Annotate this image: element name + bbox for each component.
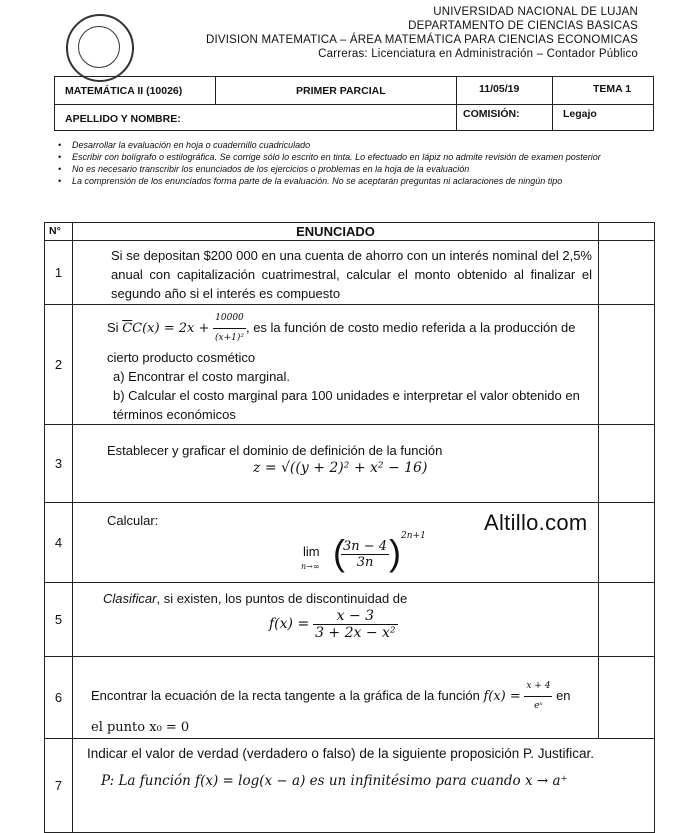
problem-2-part-a: a) Encontrar el costo marginal. — [113, 369, 291, 384]
subject-label: MATEMÁTICA II (10026) — [65, 85, 183, 97]
problem-2-part-b: b) Calcular el costo marginal para 100 unidades e interpretar el valor obtenido en términos económicos — [113, 388, 580, 422]
statement-column-header: ENUNCIADO — [296, 224, 375, 239]
problem-3-text: Establecer y graficar el dominio de definición de la función — [107, 443, 443, 458]
domain-formula: z = √((y + 2)² + x² − 16) — [253, 460, 428, 476]
university-name: UNIVERSIDAD NACIONAL DE LUJAN — [433, 6, 638, 18]
discontinuity-function: f(x) = $\frac{x - 3}{\text{3 + 2x − x²}}$ — [269, 608, 396, 641]
legajo-field-label: Legajo — [563, 108, 597, 120]
cost-function: C(x) = 2x + — [132, 320, 210, 336]
instructions-list — [56, 139, 656, 187]
problem-number: 4 — [54, 535, 63, 550]
tangent-point: el punto x₀ = 0 — [91, 720, 190, 735]
name-field-label: APELLIDO Y NOMBRE: — [65, 113, 181, 125]
limit-label: lim — [303, 544, 320, 559]
problem-6-text: Encontrar la ecuación de la recta tangente a la gráfica de la función f(x) = $\frac{x + 4}{\text{eˣ}}$ en — [73, 657, 598, 716]
exam-date: 11/05/19 — [479, 83, 520, 95]
problem-7-proposition: P: La función f(x) = log(x − a) es un infinitésimo para cuando x → a⁺ — [101, 773, 568, 789]
problem-1-text: Si se depositan $200 000 en una cuenta de ahorro con un interés nominal del 2,5% anual con capitalización cuatrimestral, calcular el monto obtenido al finalizar el segundo año si el interés es compuesto — [111, 248, 592, 301]
problem-number: 6 — [54, 690, 63, 705]
department-name: DEPARTAMENTO DE CIENCIAS BASICAS — [408, 20, 638, 32]
limit-exponent: 2n+1 — [401, 531, 426, 541]
instruction-item: • La comprensión de los enunciados forma parte de la evaluación. No se aceptarán preguntas ni aclaraciones de ningún tipo — [58, 176, 563, 186]
problem-number: 2 — [54, 357, 63, 372]
exam-header-table — [54, 76, 654, 131]
limit-expression: lim n→∞ ( $\frac{3n - 4}{3n}$ ) 2n+1 — [301, 531, 426, 573]
cost-fraction: $\frac{10000}{\text{(x+1)²}}$ — [213, 309, 246, 348]
problem-7-text: Indicar el valor de verdad (verdadero o falso) de la siguiente proposición P. Justificar. — [87, 746, 595, 761]
tangent-fraction: $\frac{x + 4}{\text{eˣ}}$ — [524, 677, 552, 716]
commission-field-label: COMISIÓN: — [463, 108, 520, 120]
problem-5-text: Clasificar, si existen, los puntos de discontinuidad de — [103, 591, 408, 606]
problem-number: 7 — [54, 778, 63, 793]
careers-line: Carreras: Licenciatura en Administración – Contador Público — [318, 48, 638, 60]
exam-version: TEMA 1 — [593, 83, 632, 95]
exam-type: PRIMER PARCIAL — [296, 85, 386, 97]
university-seal — [66, 14, 134, 82]
limit-fraction: $\frac{3n - 4}{3n}$ — [343, 539, 388, 570]
problem-number: 1 — [54, 265, 63, 280]
instruction-item: • No es necesario transcribir los enunciados de los ejercicios o problemas en la hoja de la evaluación — [58, 164, 470, 174]
problem-number: 5 — [54, 612, 63, 627]
division-name: DIVISION MATEMATICA – ÁREA MATEMÁTICA PARA CIENCIAS ECONOMICAS — [205, 34, 638, 46]
limit-subscript: n→∞ — [301, 562, 320, 571]
instruction-item: • Escribir con bolígrafo o estilográfica. Se corrige sólo lo escrito en tinta. Lo efectuado en lápiz no admite revisión de examen posterior — [58, 152, 601, 162]
problem-2-intro: Si $\overline{C}C(x) = 2x$ + $\frac{10000}{\text{(x+1)²}}$ , es la función de costo medio referida a la producción de cierto producto cosmético — [73, 305, 598, 367]
instruction-item: • Desarrollar la evaluación en hoja o cuadernillo cuadriculado — [58, 140, 311, 150]
problem-number: 3 — [54, 456, 63, 471]
problem-4-text: Calcular: — [107, 513, 159, 528]
number-column-header: N° — [49, 225, 61, 237]
watermark-text: Altillo.com — [484, 510, 588, 535]
